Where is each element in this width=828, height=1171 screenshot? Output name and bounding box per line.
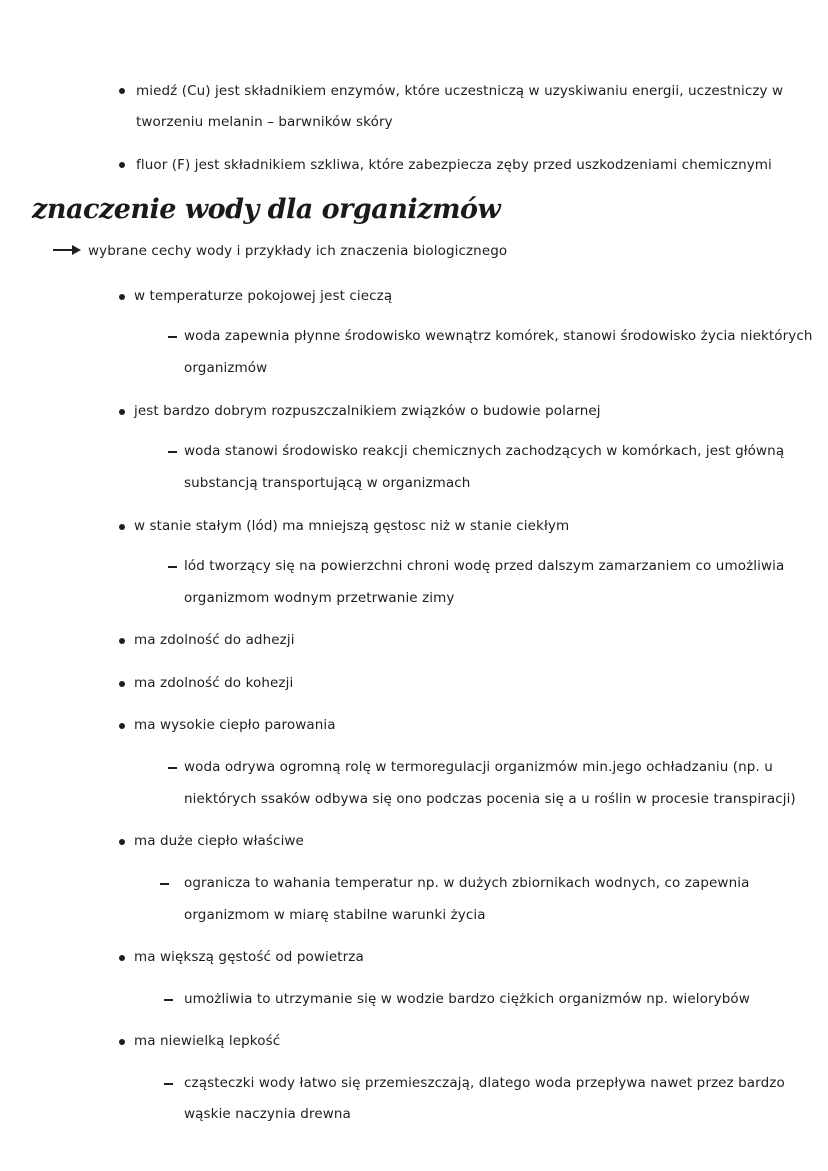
feature-detail-line: organizmom w miarę stabilne warunki życia (184, 907, 486, 923)
section-heading: znaczenie wody dla organizmów (32, 194, 501, 225)
bullet-dot (119, 638, 125, 644)
feature-label: ma zdolność do adhezji (134, 632, 295, 648)
copper-line-2: tworzeniu melanin – barwników skóry (136, 114, 393, 130)
feature-detail-line: woda zapewnia płynne środowisko wewnątrz komórek, stanowi środowisko życia niektórych (184, 328, 813, 344)
feature-detail-line: organizmów (184, 360, 268, 376)
dash-mark (164, 999, 173, 1001)
dash-mark (168, 767, 177, 769)
dash-mark (168, 566, 177, 568)
feature-detail-line: umożliwia to utrzymanie się w wodzie bardzo ciężkich organizmów np. wielorybów (184, 991, 750, 1007)
dash-mark (160, 883, 169, 885)
dash-mark (168, 336, 177, 338)
fluorine-line-1: fluor (F) jest składnikiem szkliwa, które zabezpiecza zęby przed uszkodzeniami chemicznymi (136, 157, 772, 173)
arrow-right-icon (52, 243, 82, 257)
feature-detail-line: woda odrywa ogromną rolę w termoregulacji organizmów min.jego ochładzaniu (np. u (184, 759, 773, 775)
feature-label: ma niewielką lepkość (134, 1033, 281, 1049)
dash-mark (168, 451, 177, 453)
feature-label: ma większą gęstość od powietrza (134, 949, 364, 965)
copper-line-1: miedź (Cu) jest składnikiem enzymów, które uczestniczą w uzyskiwaniu energii, uczestniczy w (136, 83, 784, 99)
feature-detail-line: woda stanowi środowisko reakcji chemicznych zachodzących w komórkach, jest główną (184, 443, 785, 459)
intro-text: wybrane cechy wody i przykłady ich znaczenia biologicznego (88, 243, 508, 259)
dash-mark (164, 1083, 173, 1085)
feature-detail-line: wąskie naczynia drewna (184, 1106, 351, 1122)
bullet-dot (119, 1039, 125, 1045)
bullet-dot (119, 681, 125, 687)
bullet-dot (119, 162, 125, 168)
feature-detail-line: cząsteczki wody łatwo się przemieszczają, dlatego woda przepływa nawet przez bardzo (184, 1075, 785, 1091)
bullet-dot (119, 723, 125, 729)
feature-label: ma wysokie ciepło parowania (134, 717, 336, 733)
feature-detail-line: substancją transportującą w organizmach (184, 475, 471, 491)
feature-detail-line: niektórych ssaków odbywa się ono podczas pocenia się a u roślin w procesie transpiracji) (184, 791, 796, 807)
feature-detail-line: ogranicza to wahania temperatur np. w dużych zbiornikach wodnych, co zapewnia (184, 875, 750, 891)
feature-label: ma duże ciepło właściwe (134, 833, 304, 849)
feature-label: jest bardzo dobrym rozpuszczalnikiem związków o budowie polarnej (134, 403, 601, 419)
feature-label: w stanie stałym (lód) ma mniejszą gęstosc niż w stanie ciekłym (134, 518, 570, 534)
feature-detail-line: organizmom wodnym przetrwanie zimy (184, 590, 455, 606)
bullet-dot (119, 839, 125, 845)
feature-label: w temperaturze pokojowej jest cieczą (134, 288, 393, 304)
bullet-dot (119, 88, 125, 94)
bullet-dot (119, 409, 125, 415)
bullet-dot (119, 294, 125, 300)
feature-detail-line: lód tworzący się na powierzchni chroni wodę przed dalszym zamarzaniem co umożliwia (184, 558, 785, 574)
bullet-dot (119, 955, 125, 961)
feature-label: ma zdolność do kohezji (134, 675, 294, 691)
bullet-dot (119, 524, 125, 530)
